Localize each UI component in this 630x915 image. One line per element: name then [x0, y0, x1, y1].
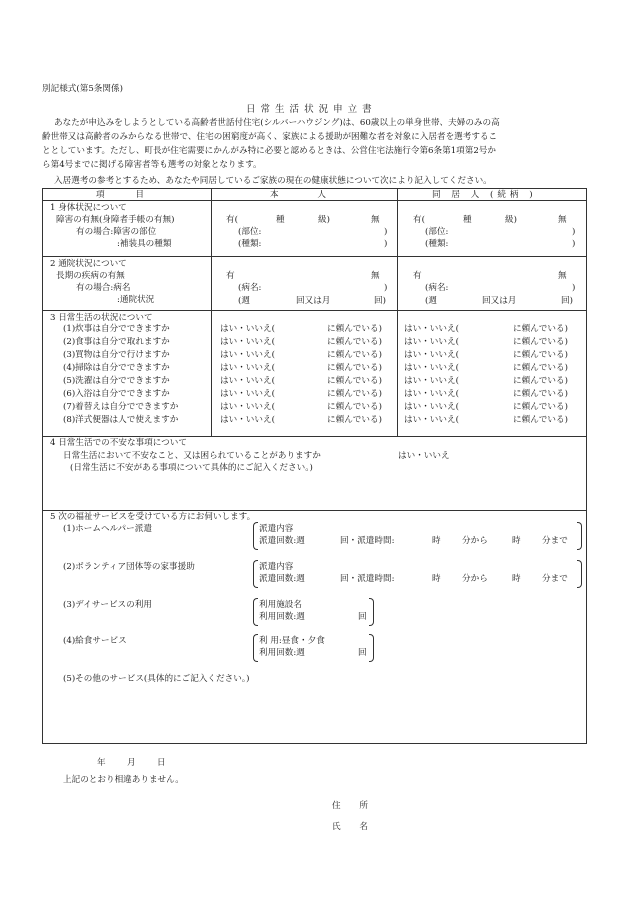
self-kyu: 級)	[318, 215, 330, 225]
volunteer-content: 派遣内容	[259, 562, 294, 572]
sec3-item-1: (1)炊事は自分でできますか	[63, 324, 170, 334]
intro-line-1: あなたが申込みをしようとしている高齢者世話付住宅(シルバーハウジング)は、60歳以上の単身世帯、夫婦のみの高	[54, 118, 500, 128]
self2-week: (週	[238, 296, 250, 306]
self3-depend-5: に頼んでいる)	[327, 376, 382, 386]
sec1-disability: 障害の有無(身障者手帳の有無)	[56, 215, 175, 225]
sec3-item-8: (8)洋式便器は人で使えますか	[63, 415, 179, 425]
self3-yesno-1: はい・いいえ(	[220, 324, 275, 334]
sec4-heading: 4 日常生活での不安な事項について	[50, 438, 187, 448]
sec4-question: 日常生活において不安なこと、又は困られていることがありますか	[63, 451, 321, 461]
page-title: 日 常 生 活 状 況 申 立 書	[246, 104, 373, 115]
meal-bracket-right	[369, 634, 374, 662]
service-day: (3)デイサービスの利用	[63, 600, 152, 610]
sec1-device-label: :補装具の種類	[117, 239, 172, 249]
sec3-item-2: (2)食事は自分で取れますか	[63, 337, 170, 347]
co3-yesno-1: はい・いいえ(	[404, 324, 459, 334]
volunteer-hour-2: 時	[512, 574, 521, 584]
co3-yesno-2: はい・いいえ(	[404, 337, 459, 347]
sec3-item-7: (7)着替えは自分でできますか	[63, 402, 179, 412]
service-meal: (4)給食サービス	[63, 636, 127, 646]
co3-depend-6: に頼んでいる)	[513, 389, 568, 399]
service-other: (5)その他のサービス(具体的にご記入ください。)	[63, 674, 250, 684]
self-grade: 種	[276, 215, 285, 225]
volunteer-bracket-left	[253, 560, 258, 588]
sec1-part-label: 有の場合:障害の部位	[76, 227, 157, 237]
self3-yesno-7: はい・いいえ(	[220, 402, 275, 412]
form-label: 別記様式(第5条関係)	[42, 84, 123, 94]
self2-month: 回又は月	[296, 296, 331, 306]
declaration: 上記のとおり相違ありません。	[63, 775, 184, 785]
sec2-heading: 2 通院状況について	[50, 259, 127, 269]
co3-depend-7: に頼んでいる)	[513, 402, 568, 412]
helper-content: 派遣内容	[259, 524, 294, 534]
helper-hour-1: 時	[432, 536, 441, 546]
self2-none: 無	[371, 271, 380, 281]
self3-depend-4: に頼んでいる)	[327, 363, 382, 373]
self3-depend-8: に頼んでいる)	[327, 415, 382, 425]
co3-depend-2: に頼んでいる)	[513, 337, 568, 347]
instruction: 入居選考の参考とするため、あなたや同居しているご家族の現在の健康状態について次により記入してください。	[54, 176, 492, 186]
self3-depend-2: に頼んでいる)	[327, 337, 382, 347]
co3-yesno-7: はい・いいえ(	[404, 402, 459, 412]
co2-has: 有	[413, 271, 422, 281]
co2-month: 回又は月	[482, 296, 517, 306]
helper-from: 分から	[462, 536, 488, 546]
self3-depend-6: に頼んでいる)	[327, 389, 382, 399]
header-item: 項 目	[96, 190, 158, 200]
co-grade: 種	[463, 215, 472, 225]
day-kai: 回	[358, 612, 367, 622]
sec2-name-label: 有の場合:病名	[76, 283, 131, 293]
date-year: 年	[97, 758, 106, 768]
intro-line-4: ら第4号までに掲げる障害者等も選考の対象となります。	[42, 160, 262, 170]
date-day: 日	[157, 758, 166, 768]
self-kind-close: )	[384, 239, 388, 249]
header-cohabitant: 同 居 人 (続柄 )	[432, 190, 537, 200]
co3-yesno-3: はい・いいえ(	[404, 350, 459, 360]
self-has: 有(	[226, 215, 238, 225]
volunteer-time: 回・派遣時間:	[340, 574, 395, 584]
helper-until: 分まで	[542, 536, 568, 546]
sec3-heading: 3 日常生活の状況について	[50, 313, 153, 323]
intro-line-3: ととしています。ただし、町長が住宅需要にかんがみ特に必要と認めるときは、公営住宅法施行令第6条第1項第2号か	[42, 146, 496, 156]
meal-count: 利用回数:週	[259, 648, 305, 658]
volunteer-bracket-right	[577, 560, 582, 588]
co-kind-close: )	[572, 239, 576, 249]
day-bracket-right	[369, 598, 374, 626]
co3-depend-4: に頼んでいる)	[513, 363, 568, 373]
self2-close: 回)	[374, 296, 386, 306]
sec2-visit-label: :通院状況	[117, 295, 155, 305]
helper-bracket-left	[253, 522, 258, 550]
co-kind: (種類:	[425, 239, 449, 249]
self3-yesno-3: はい・いいえ(	[220, 350, 275, 360]
intro-line-2: 齢世帯又は高齢者のみからなる世帯で、住宅の困窮度が高く、家族による援助が困難な者を対象に入居者を選考するこ	[42, 132, 498, 142]
co2-week: (週	[425, 296, 437, 306]
sec3-item-6: (6)入浴は自分でできますか	[63, 389, 170, 399]
co2-disease: (病名:	[425, 283, 449, 293]
day-bracket-left	[253, 598, 258, 626]
sec3-item-4: (4)掃除は自分でできますか	[63, 363, 170, 373]
date-month: 月	[127, 758, 136, 768]
row-line-4	[42, 510, 587, 511]
self3-yesno-8: はい・いいえ(	[220, 415, 275, 425]
co2-disease-close: )	[572, 283, 576, 293]
co-part-close: )	[572, 227, 576, 237]
helper-hour-2: 時	[512, 536, 521, 546]
sec2-disease: 長期の疾病の有無	[56, 271, 125, 281]
col-divider-2	[397, 188, 398, 436]
co-has: 有(	[413, 215, 425, 225]
co2-close: 回)	[561, 296, 573, 306]
helper-time: 回・派遣時間:	[340, 536, 395, 546]
day-facility: 利用施設名	[259, 600, 302, 610]
self-none: 無	[371, 215, 380, 225]
self2-has: 有	[226, 271, 235, 281]
co3-yesno-8: はい・いいえ(	[404, 415, 459, 425]
self-part-close: )	[384, 227, 388, 237]
helper-bracket-right	[577, 522, 582, 550]
volunteer-until: 分まで	[542, 574, 568, 584]
meal-usage: 利 用:昼食・夕食	[259, 636, 325, 646]
co3-yesno-6: はい・いいえ(	[404, 389, 459, 399]
co-kyu: 級)	[505, 215, 517, 225]
self3-yesno-5: はい・いいえ(	[220, 376, 275, 386]
col-divider-1	[211, 188, 212, 436]
address-label: 住 所	[332, 801, 376, 811]
self2-disease-close: )	[384, 283, 388, 293]
row-line-3	[42, 436, 587, 437]
row-line-1	[42, 256, 587, 257]
meal-bracket-left	[253, 634, 258, 662]
day-count: 利用回数:週	[259, 612, 305, 622]
self3-depend-1: に頼んでいる)	[327, 324, 382, 334]
sec4-note: (日常生活に不安がある事項について具体的にご記入ください。)	[70, 463, 313, 473]
co3-depend-1: に頼んでいる)	[513, 324, 568, 334]
sec4-answer: はい・いいえ	[398, 451, 450, 461]
self-kind: (種類:	[238, 239, 262, 249]
self3-depend-3: に頼んでいる)	[327, 350, 382, 360]
volunteer-from: 分から	[462, 574, 488, 584]
service-helper: (1)ホームヘルパー派遣	[63, 524, 152, 534]
co3-depend-3: に頼んでいる)	[513, 350, 568, 360]
service-volunteer: (2)ボランティア団体等の家事援助	[63, 562, 195, 572]
self2-disease: (病名:	[238, 283, 262, 293]
self3-yesno-4: はい・いいえ(	[220, 363, 275, 373]
helper-count: 派遣回数:週	[259, 536, 305, 546]
co-none: 無	[558, 215, 567, 225]
sec3-item-3: (3)買物は自分で行けますか	[63, 350, 170, 360]
co3-yesno-5: はい・いいえ(	[404, 376, 459, 386]
sec1-heading: 1 身体状況について	[50, 203, 127, 213]
co3-depend-8: に頼んでいる)	[513, 415, 568, 425]
self3-yesno-6: はい・いいえ(	[220, 389, 275, 399]
name-label: 氏 名	[332, 822, 376, 832]
self-part: (部位:	[238, 227, 262, 237]
sec3-item-5: (5)洗濯は自分でできますか	[63, 376, 170, 386]
row-line-2	[42, 310, 587, 311]
volunteer-hour-1: 時	[432, 574, 441, 584]
co3-depend-5: に頼んでいる)	[513, 376, 568, 386]
co-part: (部位:	[425, 227, 449, 237]
sec5-heading: 5 次の福祉サービスを受けている方にお伺いします。	[50, 512, 256, 522]
co2-none: 無	[558, 271, 567, 281]
self3-depend-7: に頼んでいる)	[327, 402, 382, 412]
volunteer-count: 派遣回数:週	[259, 574, 305, 584]
self3-yesno-2: はい・いいえ(	[220, 337, 275, 347]
co3-yesno-4: はい・いいえ(	[404, 363, 459, 373]
header-self: 本 人	[270, 190, 344, 200]
meal-kai: 回	[358, 648, 367, 658]
